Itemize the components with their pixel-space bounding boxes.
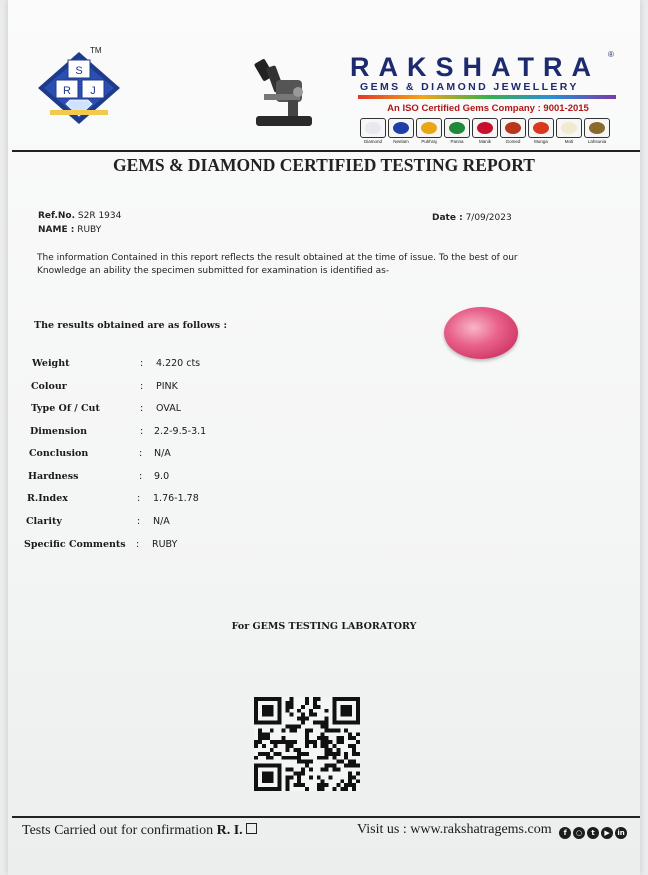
ref-number xyxy=(38,211,121,221)
result-value: N/A xyxy=(154,448,171,459)
name-value: RUBY xyxy=(77,225,102,235)
gem-color-icon xyxy=(421,122,437,134)
gem-color-icon xyxy=(505,122,521,134)
result-separator: : xyxy=(140,426,144,437)
gem-swatch-icon xyxy=(472,118,498,138)
microscope-icon xyxy=(248,54,320,130)
date-label: Date : xyxy=(432,213,463,223)
report-title: GEMS & DIAMOND CERTIFIED TESTING REPORT xyxy=(113,155,535,175)
result-label: Weight xyxy=(32,358,70,369)
result-value: RUBY xyxy=(152,539,178,550)
gem-label: Manik xyxy=(478,139,491,144)
result-value: 2.2-9.5-3.1 xyxy=(154,426,207,437)
intro-paragraph: The information Contained in this report reflects the result obtained at the time of issue. To the best of our Knowledge an ability the specimen submitted for examination is identified as- xyxy=(37,253,518,276)
gem-label: Pukhraj xyxy=(421,139,437,144)
logo-letter-j: J xyxy=(90,85,96,97)
gem-swatch-icon xyxy=(500,118,526,138)
gem-label: Panna xyxy=(450,139,464,144)
gem-swatch-icon xyxy=(416,118,442,138)
gem-swatch-icon xyxy=(584,118,610,138)
header-divider xyxy=(12,150,640,152)
gem-label: Munga xyxy=(534,139,548,144)
result-separator: : xyxy=(140,403,144,414)
stone-name xyxy=(38,225,101,235)
footer-divider xyxy=(12,816,640,818)
gem-color-icon xyxy=(589,122,605,134)
gem-color-icon xyxy=(561,122,577,134)
gem-item xyxy=(500,118,526,146)
gem-item xyxy=(584,118,610,146)
facebook-icon[interactable]: f xyxy=(559,827,571,839)
trademark-mark: TM xyxy=(90,46,102,55)
footer-confirmation xyxy=(22,823,257,839)
results-heading: The results obtained are as follows : xyxy=(34,320,227,331)
gem-label: Neelam xyxy=(393,139,409,144)
result-value: 4.220 cts xyxy=(156,358,201,369)
gem-color-icon xyxy=(365,122,381,134)
gem-swatch-icon xyxy=(360,118,386,138)
gem-icons-row xyxy=(360,118,618,146)
gem-color-icon xyxy=(477,122,493,134)
result-separator: : xyxy=(139,471,143,482)
footer-website xyxy=(357,822,627,839)
qr-code xyxy=(253,697,361,791)
result-label: Dimension xyxy=(30,426,88,437)
gem-item xyxy=(556,118,582,146)
name-label: NAME : xyxy=(38,225,75,235)
gem-swatch-icon xyxy=(388,118,414,138)
result-label: Colour xyxy=(31,381,67,392)
result-value: 9.0 xyxy=(154,471,170,482)
gem-item xyxy=(444,118,470,146)
gem-swatch-icon xyxy=(528,118,554,138)
result-label: Specific Comments xyxy=(24,539,126,550)
gem-swatch-icon xyxy=(444,118,470,138)
ref-value: S2R 1934 xyxy=(77,211,122,221)
gem-item xyxy=(388,118,414,146)
result-separator: : xyxy=(140,381,144,392)
srj-logo xyxy=(36,50,122,126)
result-separator: : xyxy=(136,539,140,550)
gem-label: Gomed xyxy=(505,139,521,144)
gem-color-icon xyxy=(449,122,465,134)
result-value: OVAL xyxy=(156,403,181,414)
website-text: Visit us : www.rakshatragems.com xyxy=(357,822,552,837)
result-label: R.Index xyxy=(27,493,68,504)
result-value: PINK xyxy=(156,381,178,392)
linkedin-icon[interactable]: in xyxy=(615,827,627,839)
result-value: N/A xyxy=(153,516,170,527)
gem-color-icon xyxy=(533,122,549,134)
ri-checkbox xyxy=(246,823,257,834)
gem-swatch-icon xyxy=(556,118,582,138)
result-separator: : xyxy=(140,358,144,369)
brand-subtitle: GEMS & DIAMOND JEWELLERY xyxy=(360,81,579,93)
social-icons xyxy=(559,827,627,839)
result-label: Type Of / Cut xyxy=(31,403,100,414)
result-value: 1.76-1.78 xyxy=(153,493,199,504)
twitter-icon[interactable]: t xyxy=(587,827,599,839)
youtube-icon[interactable]: ▶ xyxy=(601,827,613,839)
result-label: Conclusion xyxy=(29,448,89,459)
date-value: 7/09/2023 xyxy=(465,213,512,223)
brand-color-bar xyxy=(358,95,616,99)
instagram-icon[interactable]: ○ xyxy=(573,827,585,839)
ruby-gem-image xyxy=(444,307,518,359)
brand-name: RAKSHATRA xyxy=(350,52,600,82)
gem-item xyxy=(360,118,386,146)
result-separator: : xyxy=(139,448,143,459)
result-separator: : xyxy=(137,516,141,527)
ref-label: Ref.No. xyxy=(38,211,76,221)
gem-label: Diamond xyxy=(363,139,382,144)
certificate-sheet xyxy=(8,0,640,875)
gem-item xyxy=(416,118,442,146)
registered-mark: ® xyxy=(608,50,614,59)
gem-label: Lahsunia xyxy=(587,139,607,144)
gem-item xyxy=(472,118,498,146)
gem-label: Moti xyxy=(564,139,574,144)
lab-signature-line: For GEMS TESTING LABORATORY xyxy=(231,621,417,632)
report-date xyxy=(432,213,512,223)
gem-color-icon xyxy=(393,122,409,134)
footer-confirmation-text: Tests Carried out for confirmation xyxy=(22,823,214,838)
iso-certification: An ISO Certified Gems Company : 9001-2015 xyxy=(387,103,589,114)
logo-letter-r: R xyxy=(63,85,71,97)
footer-ri-label: R. I. xyxy=(216,823,243,838)
result-label: Clarity xyxy=(26,516,62,527)
logo-letter-s: S xyxy=(75,65,83,77)
result-separator: : xyxy=(137,493,141,504)
result-label: Hardness xyxy=(28,471,79,482)
gem-item xyxy=(528,118,554,146)
